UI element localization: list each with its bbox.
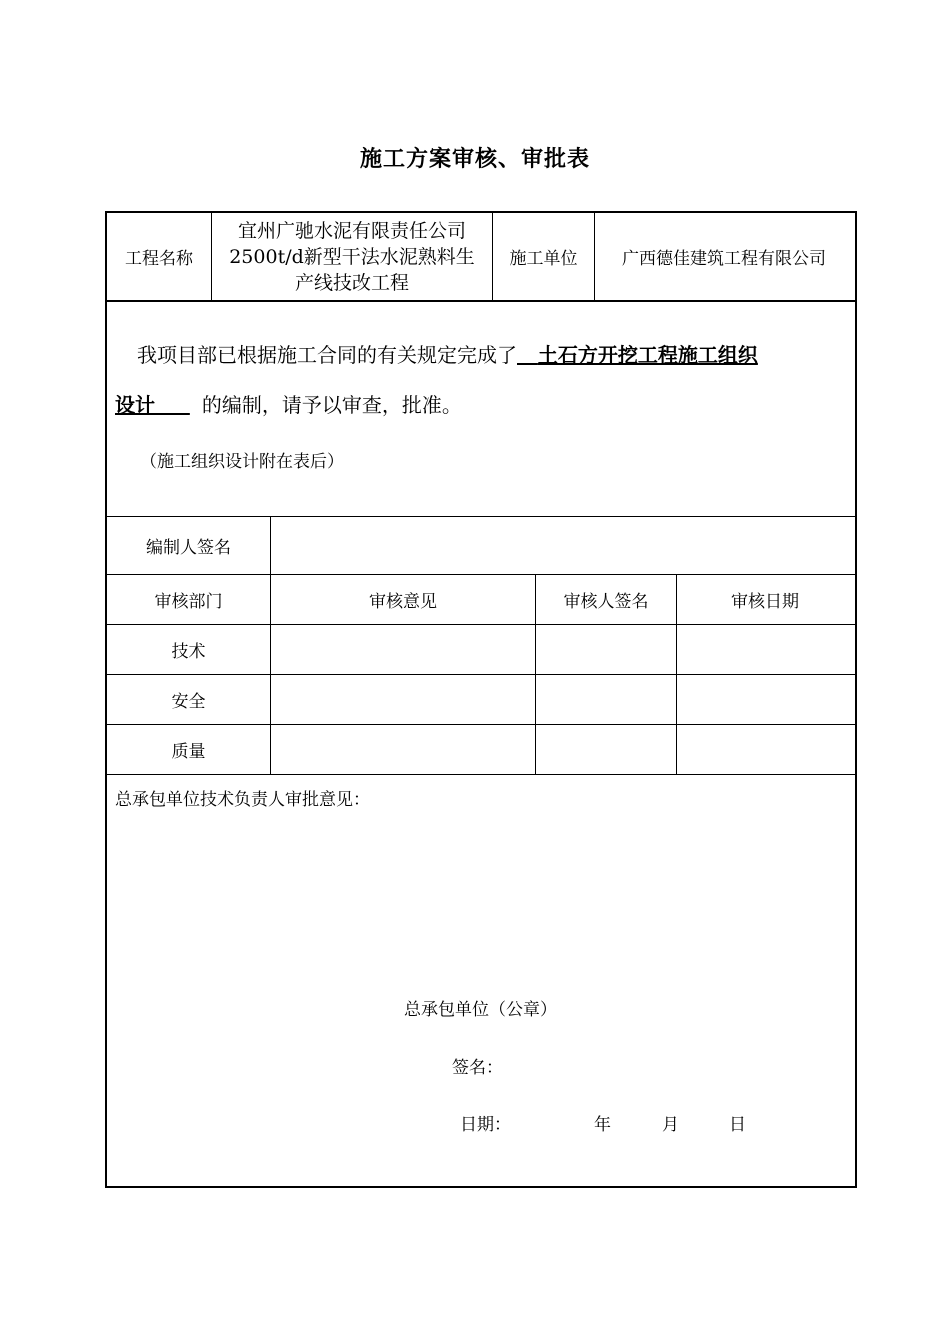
reviewer-signature-technical[interactable] — [536, 625, 676, 674]
design-blank-post — [155, 393, 190, 417]
header-review-dept: 审核部门 — [154, 592, 223, 612]
construction-unit-label: 施工单位 — [509, 249, 578, 269]
review-opinion-quality[interactable] — [271, 725, 535, 774]
project-name-value: 宜州广驰水泥有限责任公司2500t/d新型干法水泥熟料生产线技改工程 — [229, 219, 475, 294]
form-title: 施工方案审核、审批表 — [359, 147, 590, 172]
project-name-label: 工程名称 — [125, 249, 193, 269]
statement-line-2 — [115, 391, 845, 419]
review-date-technical[interactable] — [677, 625, 853, 674]
statement-line-1 — [115, 341, 845, 369]
header-review-opinion: 审核意见 — [369, 592, 437, 612]
approval-opinion-label: 总承包单位技术负责人审批意见： — [115, 790, 370, 810]
design-name-part2: 设计 — [115, 393, 155, 417]
review-dept-quality: 质量 — [171, 742, 206, 762]
company-seal-label: 总承包单位（公章） — [404, 1000, 557, 1020]
compiler-signature-field[interactable] — [271, 517, 853, 574]
header-reviewer-signature: 审核人签名 — [563, 592, 649, 612]
approval-signature-label: 签名： — [452, 1058, 503, 1078]
design-name-part1: 土石方开挖工程施工组织 — [537, 343, 758, 367]
statement-suffix: 的编制，请予以审查，批准。 — [201, 393, 462, 417]
design-blank-pre — [517, 343, 538, 367]
construction-unit-value: 广西德佳建筑工程有限公司 — [622, 249, 826, 269]
review-date-safety[interactable] — [677, 675, 853, 724]
statement-prefix: 我项目部已根据施工合同的有关规定完成了 — [137, 343, 517, 367]
review-dept-technical: 技术 — [171, 642, 206, 662]
reviewer-signature-safety[interactable] — [536, 675, 676, 724]
reviewer-signature-quality[interactable] — [536, 725, 676, 774]
review-date-quality[interactable] — [677, 725, 853, 774]
header-review-date: 审核日期 — [731, 592, 799, 612]
approval-date-label: 日期： — [460, 1115, 511, 1135]
review-opinion-safety[interactable] — [271, 675, 535, 724]
approval-year-label: 年 — [594, 1115, 611, 1135]
approval-day-label: 日 — [729, 1115, 746, 1135]
header-divider — [105, 300, 855, 302]
row-divider-3 — [105, 774, 855, 775]
approval-month-label: 月 — [662, 1115, 679, 1135]
compiler-signature-label: 编制人签名 — [146, 538, 231, 558]
review-dept-safety: 安全 — [171, 692, 206, 712]
review-opinion-technical[interactable] — [271, 625, 535, 674]
attachment-note: （施工组织设计附在表后） — [140, 452, 344, 472]
